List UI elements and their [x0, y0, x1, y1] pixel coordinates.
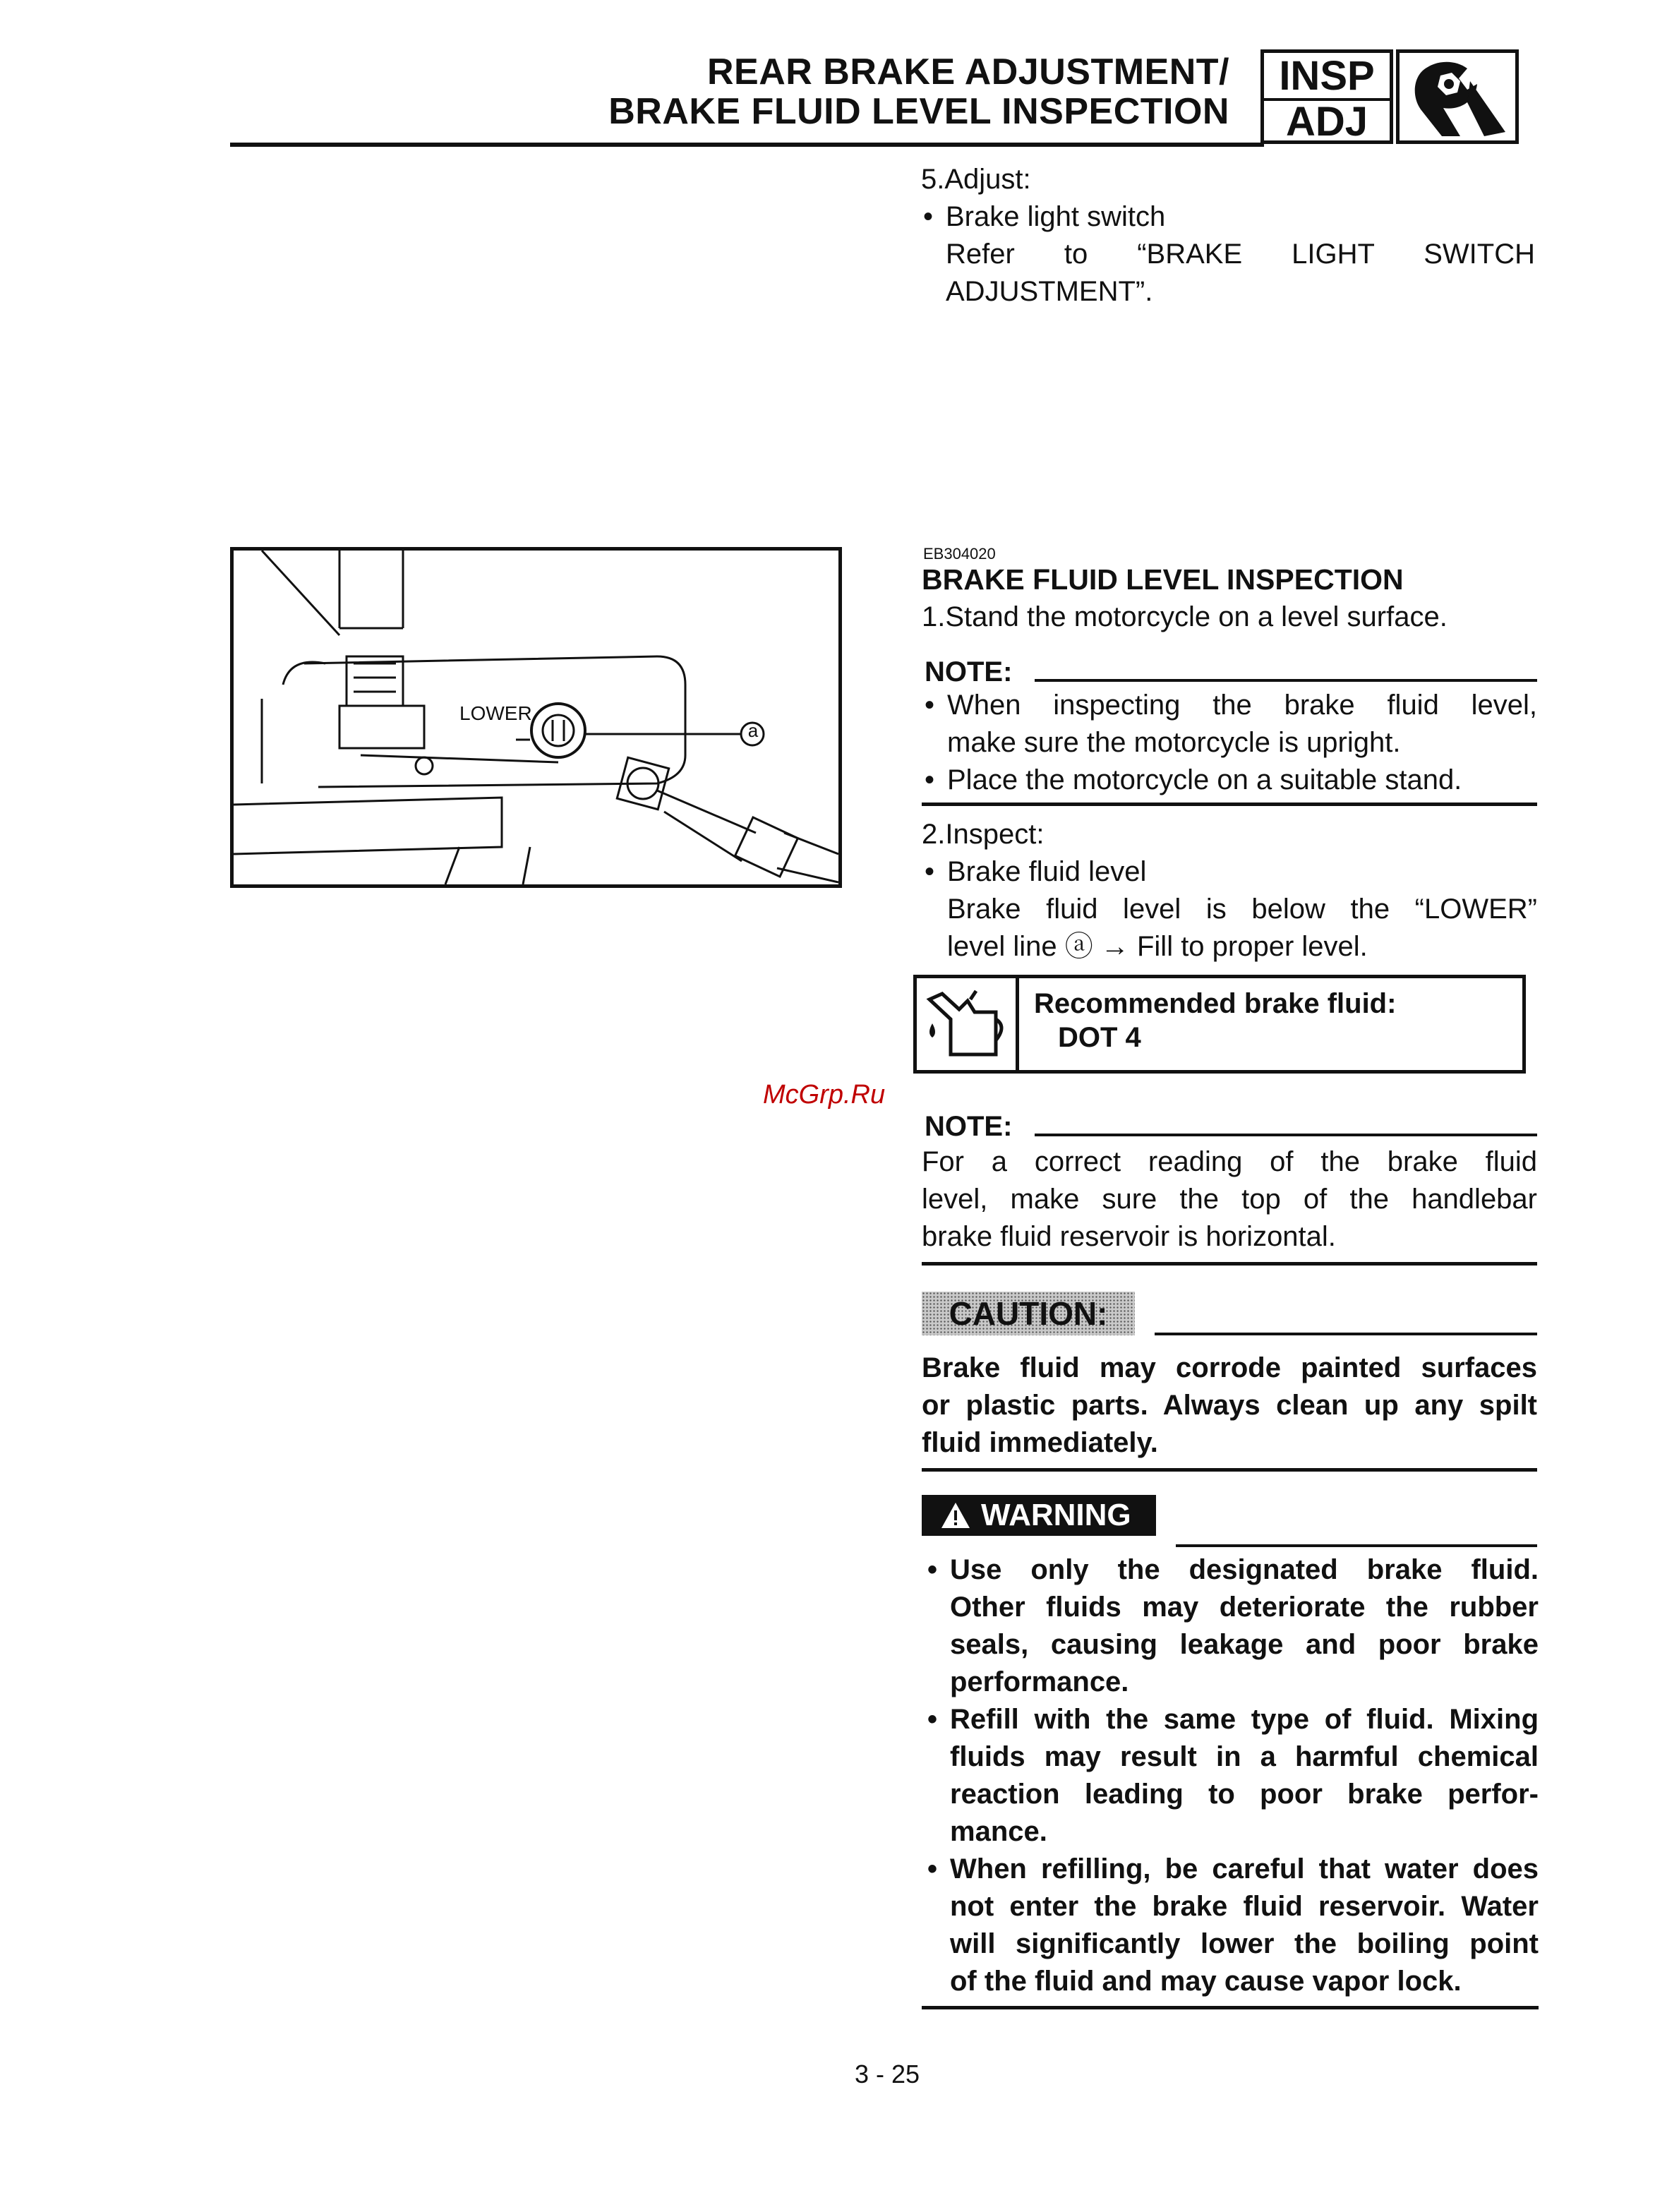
- warning-bullet-3-line-2: not enter the brake fluid reservoir. Water: [950, 1891, 1539, 1922]
- section-heading: BRAKE FLUID LEVEL INSPECTION: [922, 563, 1404, 596]
- warning-top-rule: [1176, 1544, 1537, 1547]
- figure-lower-label: LOWER: [459, 702, 532, 724]
- warning-bullet-2-line-4: mance.: [950, 1816, 1047, 1847]
- note-2-top-rule: [1035, 1134, 1537, 1136]
- warning-bullet-2-line-1: • Refill with the same type of fluid. Mixing: [950, 1701, 1539, 1738]
- badge-top-label: INSP: [1264, 53, 1390, 101]
- warning-label-text: WARNING: [981, 1498, 1131, 1532]
- caution-line-3: fluid immediately.: [922, 1427, 1158, 1458]
- warning-bullet-3-line-4: of the fluid and may cause vapor lock.: [950, 1966, 1462, 1997]
- page-number: 3 - 25: [855, 2060, 920, 2088]
- caution-top-rule: [1155, 1333, 1537, 1335]
- fluid-icon-cell: [917, 978, 1019, 1070]
- note-1-bullet-2: • Place the motorcycle on a suitable stand.: [947, 762, 1462, 799]
- adjust-refer-line-2: ADJUSTMENT”.: [946, 276, 1153, 307]
- note-1-bullet-1-line-1: • When inspecting the brake fluid level,: [947, 687, 1537, 724]
- warning-bullet-2-line-3: reaction leading to poor brake perfor-: [950, 1779, 1539, 1810]
- warning-bullet-2-line-2: fluids may result in a harmful chemical: [950, 1741, 1539, 1772]
- warning-bottom-rule: [922, 2006, 1539, 2009]
- warning-bullet-1-line-4: performance.: [950, 1666, 1129, 1697]
- oil-can-icon: [917, 978, 1012, 1070]
- warning-bullet-3-line-3: will significantly lower the boiling point: [950, 1928, 1539, 1959]
- header-rule: [230, 143, 1264, 147]
- badge-bottom-label: ADJ: [1285, 99, 1368, 145]
- page-title-line-1: REAR BRAKE ADJUSTMENT/: [707, 52, 1229, 92]
- wrench-icon: [1400, 53, 1515, 140]
- brake-reservoir-illustration: [234, 551, 838, 884]
- note-2-line-1: For a correct reading of the brake fluid: [922, 1146, 1537, 1177]
- insp-adj-badge: [1260, 49, 1393, 144]
- fluid-value: DOT 4: [1058, 1022, 1141, 1053]
- note-2-line-2: level, make sure the top of the handlebar: [922, 1184, 1537, 1215]
- page-title-line-2: BRAKE FLUID LEVEL INSPECTION: [608, 91, 1229, 132]
- note-1-top-rule: [1035, 679, 1537, 682]
- warning-triangle-icon: [940, 1501, 971, 1529]
- section-code: EB304020: [923, 545, 996, 563]
- caution-line-2: or plastic parts. Always clean up any spilt: [922, 1390, 1537, 1421]
- note-1-label: NOTE:: [925, 656, 1013, 687]
- note-1-bullet-1-line-2: make sure the motorcycle is upright.: [947, 727, 1401, 758]
- note-1-bottom-rule: [922, 803, 1537, 806]
- note-2-label: NOTE:: [925, 1111, 1013, 1142]
- adjust-bullet: • Brake light switch: [946, 198, 1165, 236]
- warning-bullet-1-line-1: • Use only the designated brake fluid.: [950, 1551, 1539, 1589]
- step-1: 1.Stand the motorcycle on a level surface.: [922, 601, 1448, 632]
- brake-reservoir-figure: [230, 547, 842, 888]
- adjust-step: 5.Adjust:: [921, 164, 1031, 195]
- adjust-refer-line-1: Refer to “BRAKE LIGHT SWITCH: [946, 239, 1535, 270]
- figure-callout-a: a: [747, 720, 759, 741]
- watermark: McGrp.Ru: [763, 1080, 886, 1110]
- fluid-label: Recommended brake fluid:: [1034, 988, 1397, 1019]
- step-2: 2.Inspect:: [922, 819, 1045, 850]
- note-2-line-3: brake fluid reservoir is horizontal.: [922, 1221, 1336, 1252]
- inspect-line-2: level line ⓐ → Fill to proper level.: [947, 931, 1368, 962]
- warning-bullet-3-line-1: • When refilling, be careful that water does: [950, 1851, 1539, 1888]
- wrench-badge: [1396, 49, 1519, 144]
- warning-bullet-1-line-3: seals, causing leakage and poor brake: [950, 1629, 1539, 1660]
- warning-label: [922, 1495, 1156, 1536]
- note-2-bottom-rule: [922, 1262, 1537, 1266]
- inspect-line-1: Brake fluid level is below the “LOWER”: [947, 894, 1537, 925]
- caution-label: CAUTION:: [922, 1292, 1135, 1335]
- recommended-fluid-box: [913, 975, 1526, 1074]
- caution-line-1: Brake fluid may corrode painted surfaces: [922, 1352, 1537, 1383]
- inspect-bullet: • Brake fluid level: [947, 853, 1146, 891]
- caution-bottom-rule: [922, 1468, 1537, 1472]
- warning-bullet-1-line-2: Other fluids may deteriorate the rubber: [950, 1592, 1539, 1623]
